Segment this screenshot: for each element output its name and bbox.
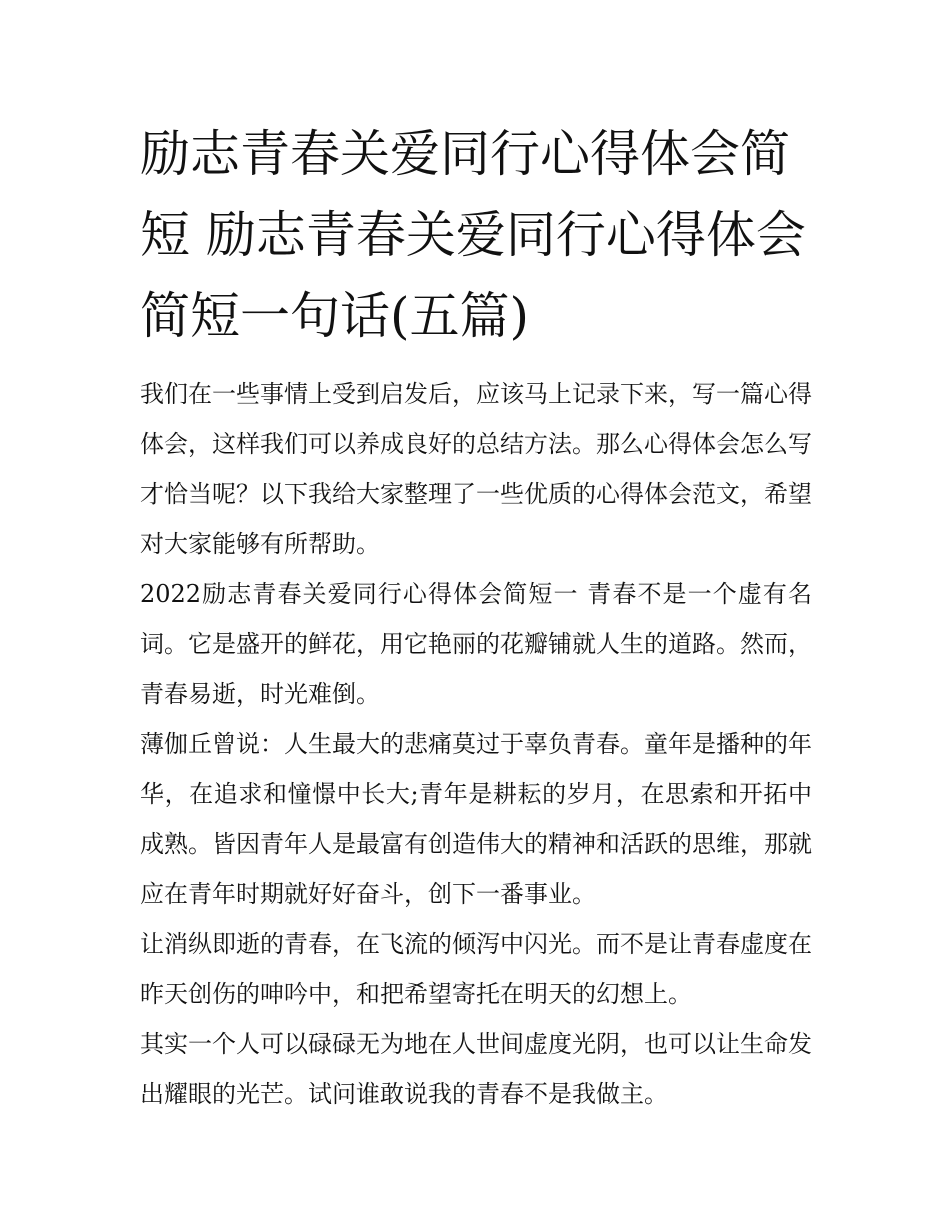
document-body (140, 369, 812, 1119)
paragraph-1: 2022励志青春关爱同行心得体会简短一 青春不是一个虚有名词。它是盛开的鲜花，用它艳丽的花瓣铺就人生的道路。然而，青春易逝，时光难倒。 (140, 580, 812, 708)
paragraph-4: 其实一个人可以碌碌无为地在人世间虚度光阴，也可以让生命发出耀眼的光芒。试问谁敢说我的青春不是我做主。 (140, 1030, 812, 1108)
paragraph-intro: 我们在一些事情上受到启发后，应该马上记录下来，写一篇心得体会，这样我们可以养成良好的总结方法。那么心得体会怎么写才恰当呢？以下我给大家整理了一些优质的心得体会范文，希望对大家能够有所帮助。 (140, 380, 812, 558)
paragraph-2: 薄伽丘曾说：人生最大的悲痛莫过于辜负青春。童年是播种的年华，在追求和憧憬中长大;青年是耕耘的岁月，在思索和开拓中成熟。皆因青年人是最富有创造伟大的精神和活跃的思维，那就应在青年时期就好好奋斗，创下一番事业。 (140, 730, 812, 908)
paragraph-3: 让消纵即逝的青春，在飞流的倾泻中闪光。而不是让青春虚度在昨天创伤的呻吟中，和把希望寄托在明天的幻想上。 (140, 930, 812, 1008)
document-title: 励志青春关爱同行心得体会简短 励志青春关爱同行心得体会简短一句话(五篇) (140, 125, 806, 345)
document-page (140, 114, 812, 1119)
